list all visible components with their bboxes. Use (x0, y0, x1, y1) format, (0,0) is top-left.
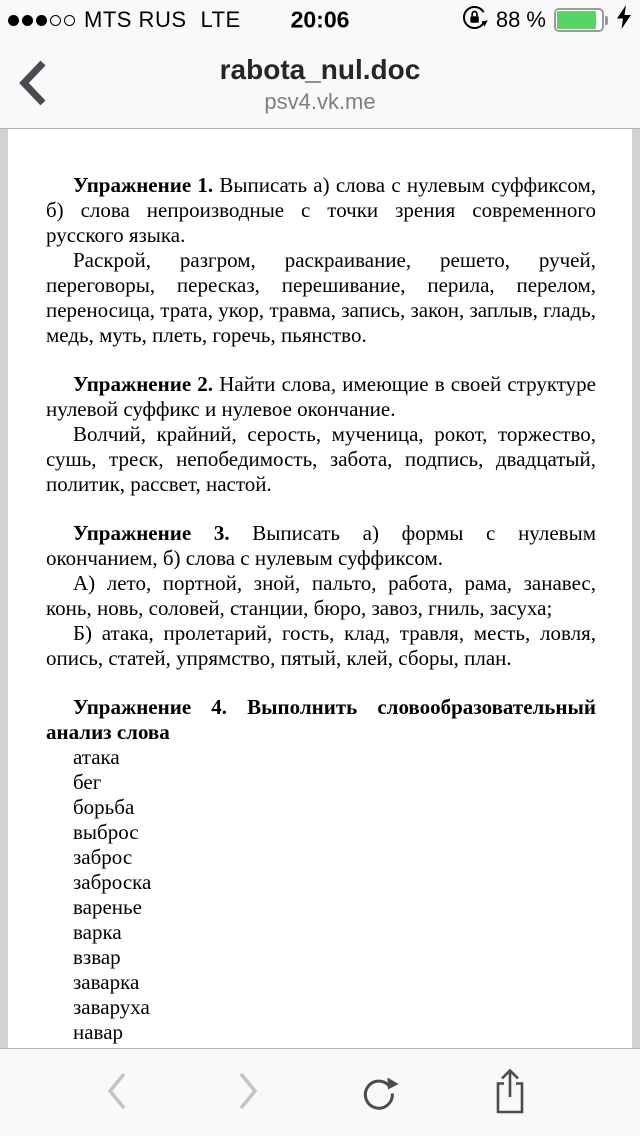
charging-bolt-icon (616, 4, 632, 36)
reload-button[interactable] (357, 1063, 401, 1123)
word-list-item: заброска (73, 870, 152, 894)
document-scroll-area[interactable] (0, 129, 640, 1048)
reload-icon (358, 1069, 400, 1116)
exercise-3 (46, 521, 596, 671)
exercise-3-words-a: А) лето, портной, зной, пальто, работа, рама, занавес, конь, новь, соловей, станции, бюро, завоз, гниль, засуха; (46, 571, 596, 620)
exercise-4 (46, 695, 596, 1045)
exercise-4-heading-paragraph (46, 695, 596, 745)
history-back-button[interactable] (95, 1063, 139, 1123)
word-list-item: выброс (73, 820, 139, 844)
chevron-left-icon (104, 1070, 130, 1115)
status-bar-right (461, 4, 632, 37)
battery-icon (554, 8, 608, 32)
nav-titles (220, 54, 421, 114)
exercise-4-task: Выполнить словообразовательный анализ слова (46, 695, 597, 744)
exercise-2 (46, 372, 596, 497)
chevron-left-icon (18, 59, 48, 110)
word-list-item: бег (73, 770, 102, 794)
status-bar (0, 0, 640, 40)
rotation-lock-icon (461, 4, 488, 37)
chevron-right-icon (235, 1070, 261, 1115)
signal-strength-icon (8, 15, 75, 26)
network-type-label: LTE (200, 7, 241, 32)
word-list-item: атака (73, 745, 120, 769)
word-list-item: борьба (73, 795, 135, 819)
word-list-item: заваруха (73, 995, 150, 1019)
page-subtitle: psv4.vk.me (264, 88, 376, 114)
exercise-3-number: Упражнение 3. (73, 521, 230, 545)
exercise-1-words: Раскрой, разгром, раскраивание, решето, ручей, переговоры, пересказ, перешивание, перила, перелом, переносица, трата, укор, травма, запись, закон, заплыв, гладь, медь, муть, плеть, горечь, пьянство. (46, 248, 596, 347)
word-list-item: заброс (73, 845, 133, 869)
exercise-2-words: Волчий, крайний, серость, мученица, рокот, торжество, сушь, треск, непобедимость, забота, подпись, двадцатый, политик, рассвет, настой. (46, 422, 596, 496)
exercise-3-task: Выписать а) формы с нулевым окончанием, б) слова с нулевым суффиксом. (46, 521, 596, 570)
page-title: rabota_nul.doc (219, 53, 421, 85)
word-list-item: варка (73, 920, 122, 944)
exercise-1-task: Выписать а) слова с нулевым суффиксом, б) слова непроизводные с точки зрения современного русского языка. (46, 173, 597, 247)
exercise-2-number: Упражнение 2. (73, 372, 214, 396)
back-button[interactable] (4, 40, 62, 128)
word-list-item: варенье (73, 895, 142, 919)
exercise-2-task: Найти слова, имеющие в своей структуре нулевой суффикс и нулевое окончание. (46, 372, 596, 421)
battery-percent-label: 88 % (495, 7, 546, 32)
exercise-1-heading-paragraph (46, 173, 596, 248)
exercise-4-number: Упражнение 4. (73, 695, 227, 719)
word-list-item: навар (73, 1020, 124, 1044)
word-list-item: взвар (73, 945, 121, 969)
share-icon (491, 1066, 529, 1119)
clock: 20:06 (290, 6, 350, 33)
bottom-toolbar (0, 1048, 640, 1136)
document-page (8, 129, 632, 1048)
share-button[interactable] (488, 1063, 532, 1123)
exercise-2-heading-paragraph (46, 372, 596, 422)
history-forward-button[interactable] (226, 1063, 270, 1123)
word-list-item: заварка (73, 970, 140, 994)
exercise-3-heading-paragraph (46, 521, 596, 571)
carrier-label: MTS RUS (84, 7, 187, 32)
nav-bar (0, 40, 640, 129)
exercise-1-number: Упражнение 1. (73, 173, 214, 197)
exercise-3-words-b: Б) атака, пролетарий, гость, клад, травля, месть, ловля, опись, статей, упрямство, пятый, клей, сборы, план. (46, 621, 596, 670)
exercise-1 (46, 173, 596, 348)
